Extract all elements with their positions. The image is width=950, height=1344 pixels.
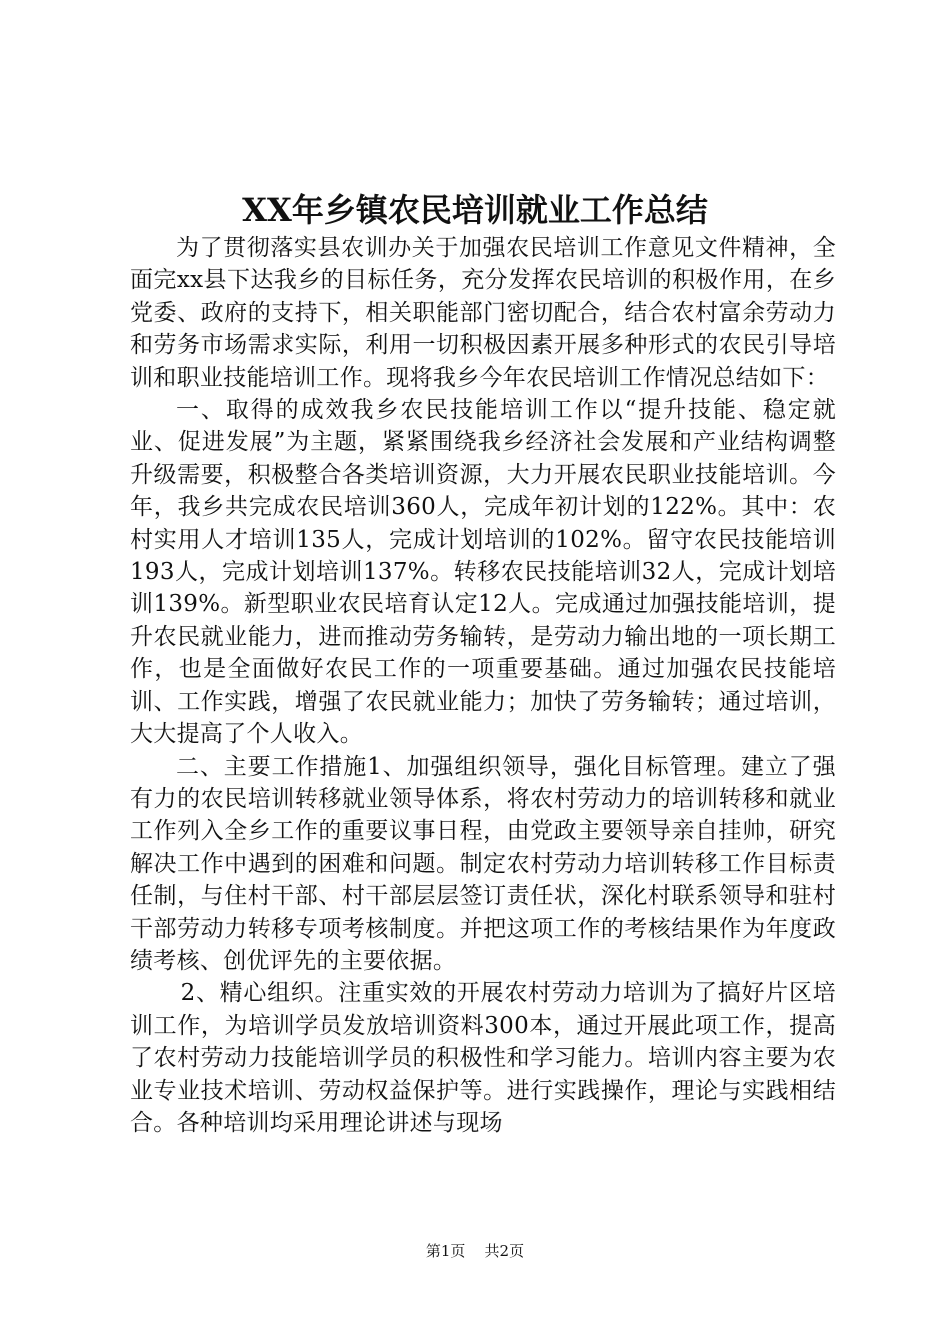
paragraph-measures: 二、主要工作措施1、加强组织领导，强化目标管理。建立了强有力的农民培训转移就业领导体系，将农村劳动力的培训转移和就业工作列入全乡工作的重要议事日程，由党政主要领导亲自挂帅，研究解决工作中遇到的困难和问题。制定农村劳动力培训转移工作目标责任制，与住村干部、村干部层层签订责任状，深化村联系领导和驻村干部劳动力转移专项考核制度。并把这项工作的考核结果作为年度政绩考核、创优评先的主要依据。 [130,753,836,974]
page-total: 共2页 [484,1242,525,1260]
document-body [130,232,836,1139]
page-number: 第1页 [425,1242,466,1260]
paragraph-intro: 为了贯彻落实县农训办关于加强农民培训工作意见文件精神，全面完xx县下达我乡的目标任务，充分发挥农民培训的积极作用，在乡党委、政府的支持下，相关职能部门密切配合，结合农村富余劳动力和劳务市场需求实际，利用一切积极因素开展多种形式的农民引导培训和职业技能培训工作。现将我乡今年农民培训工作情况总结如下： [130,235,836,391]
page-footer [0,1241,950,1261]
paragraph-organization: 2、精心组织。注重实效的开展农村劳动力培训为了搞好片区培训工作，为培训学员发放培训资料300本，通过开展此项工作，提高了农村劳动力技能培训学员的积极性和学习能力。培训内容主要为农业专业技术培训、劳动权益保护等。进行实践操作，理论与实践相结合。各种培训均采用理论讲述与现场 [130,980,836,1136]
paragraph-achievements: 一、取得的成效我乡农民技能培训工作以“提升技能、稳定就业、促进发展”为主题，紧紧围绕我乡经济社会发展和产业结构调整升级需要，积极整合各类培训资源，大力开展农民职业技能培训。今年，我乡共完成农民培训360人，完成年初计划的122%。其中：农村实用人才培训135人，完成计划培训的102%。留守农民技能培训193人，完成计划培训137%。转移农民技能培训32人，完成计划培训139%。新型职业农民培育认定12人。完成通过加强技能培训，提升农民就业能力，进而推动劳务输转，是劳动力输出地的一项长期工作，也是全面做好农民工作的一项重要基础。通过加强农民技能培训、工作实践，增强了农民就业能力；加快了劳务输转；通过培训，大大提高了个人收入。 [130,397,836,748]
document-title: XX年乡镇农民培训就业工作总结 [242,191,708,229]
